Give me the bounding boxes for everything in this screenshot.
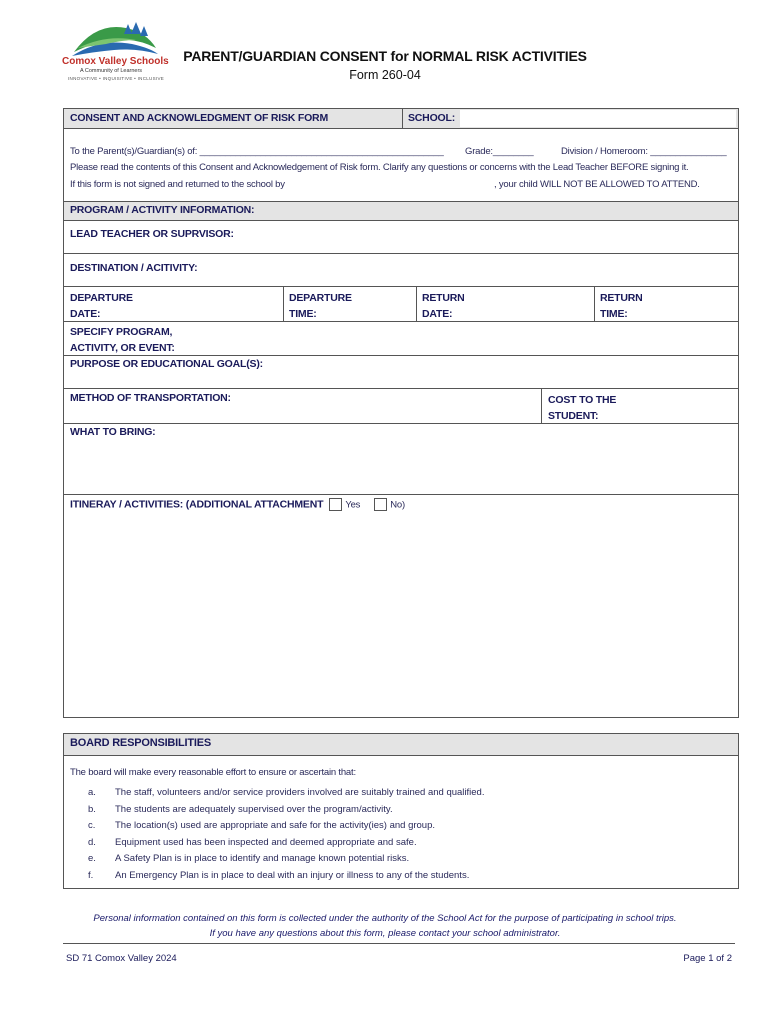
yes-label: Yes xyxy=(345,499,361,511)
itinerary-field[interactable] xyxy=(65,514,737,716)
no-label: No) xyxy=(390,499,405,511)
departure-date-label: DEPARTURE DATE: xyxy=(70,292,133,320)
list-item: d. Equipment used has been inspected and deemed appropriate and safe. xyxy=(88,836,417,848)
purpose-label: PURPOSE OR EDUCATIONAL GOAL(S): xyxy=(70,358,263,370)
page-number: Page 1 of 2 xyxy=(683,953,732,964)
privacy-note-1: Personal information contained on this form is collected under the authority of the School Act for the purpose of participating in school trips. xyxy=(93,913,677,924)
board-title: BOARD RESPONSIBILITIES xyxy=(70,737,212,749)
transport-label: METHOD OF TRANSPORTATION: xyxy=(70,392,231,404)
lead-teacher-label: LEAD TEACHER OR SUPRVISOR: xyxy=(70,228,234,240)
logo-values: INNOVATIVE • INQUISITIVE • INCLUSIVE xyxy=(68,76,165,81)
footer-left: SD 71 Comox Valley 2024 xyxy=(66,953,177,964)
yes-checkbox[interactable] xyxy=(329,498,342,511)
school-field[interactable] xyxy=(460,110,736,127)
itinerary-label: ITINERAY / ACTIVITIES: (ADDITIONAL ATTACHMENT Yes No) xyxy=(70,498,405,511)
intro-division[interactable]: Division / Homeroom: _______________ xyxy=(561,146,727,157)
list-item: b. The students are adequately supervised over the program/activity. xyxy=(88,803,393,815)
intro-deadline-text: If this form is not signed and returned to the school by xyxy=(70,179,285,190)
return-time-label: RETURN TIME: xyxy=(600,292,643,320)
intro-warning-text: , your child WILL NOT BE ALLOWED TO ATTEND. xyxy=(494,179,700,190)
footer-divider xyxy=(63,943,735,944)
program-header: PROGRAM / ACTIVITY INFORMATION: xyxy=(70,204,255,216)
privacy-note-2: If you have any questions about this form, please contact your school administrator. xyxy=(209,928,561,939)
page-title: PARENT/GUARDIAN CONSENT for NORMAL RISK ACTIVITIES xyxy=(183,48,587,64)
intro-parent-line: To the Parent(s)/Guardian(s) of: ________________________________________________ xyxy=(70,146,444,157)
board-list xyxy=(88,782,484,882)
logo-tagline: A Community of Learners xyxy=(80,68,143,74)
section-title: CONSENT AND ACKNOWLEDGMENT OF RISK FORM xyxy=(70,112,328,124)
intro-grade[interactable]: Grade:________ xyxy=(465,146,534,157)
specify-program-label: SPECIFY PROGRAM, ACTIVITY, OR EVENT: xyxy=(70,326,175,354)
school-label: SCHOOL: xyxy=(408,112,456,124)
logo-name: Comox Valley Schools xyxy=(62,56,169,67)
departure-time-label: DEPARTURE TIME: xyxy=(289,292,352,320)
what-to-bring-field[interactable] xyxy=(65,440,737,492)
destination-label: DESTINATION / ACITIVITY: xyxy=(70,262,198,274)
what-to-bring-label: WHAT TO BRING: xyxy=(70,426,156,438)
return-date-label: RETURN DATE: xyxy=(422,292,465,320)
cost-label: COST TO THE STUDENT: xyxy=(548,394,617,422)
form-number: Form 260-04 xyxy=(349,68,421,82)
intro-instructions: Please read the contents of this Consent and Acknowledgement of Risk form. Clarify any questions or concerns with the Lead Teacher BEFORE signing it. xyxy=(70,162,689,173)
board-intro: The board will make every reasonable effort to ensure or ascertain that: xyxy=(70,767,356,778)
no-checkbox[interactable] xyxy=(374,498,387,511)
list-item: a. The staff, volunteers and/or service providers involved are suitably trained and qualified. xyxy=(88,787,485,798)
list-item: e. A Safety Plan is in place to identify and manage known potential risks. xyxy=(88,853,410,865)
list-item: f. An Emergency Plan is in place to deal with an injury or illness to any of the students. xyxy=(88,869,470,881)
list-item: c. The location(s) used are appropriate and safe for the activity(ies) and group. xyxy=(88,820,436,832)
